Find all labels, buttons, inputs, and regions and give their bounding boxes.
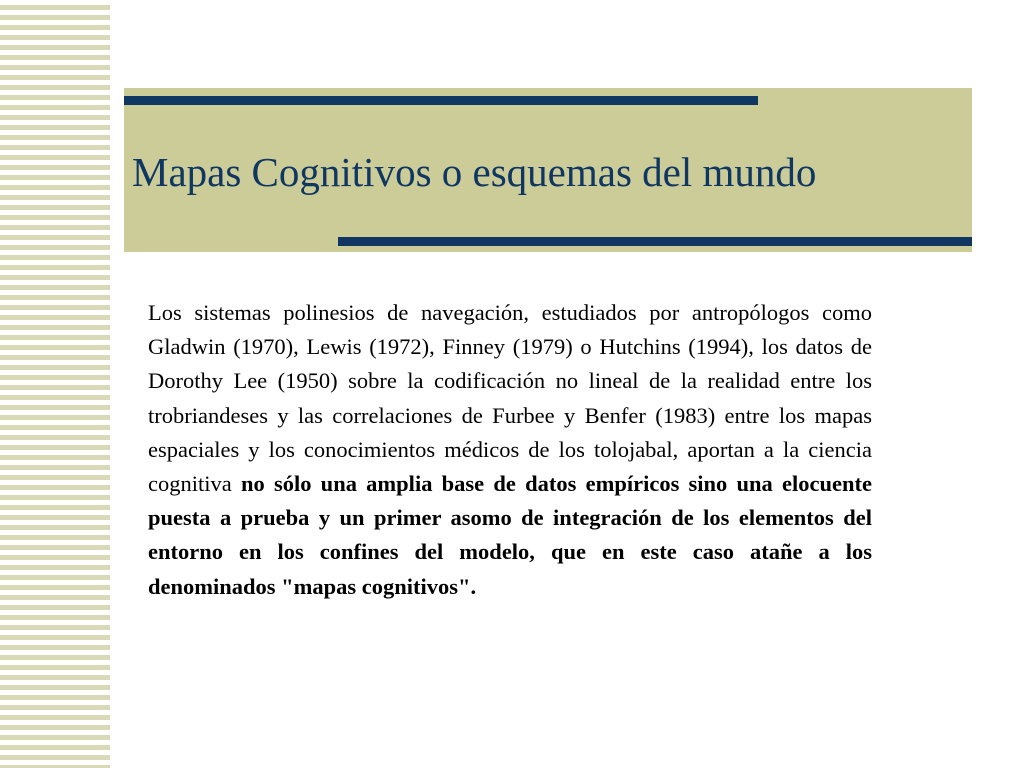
slide-title: Mapas Cognitivos o esquemas del mundo — [132, 149, 817, 195]
body-text-regular: Los sistemas polinesios de navegación, estudiados por antropólogos como Gladwin (1970), Lewis (1972), Finney (1979) o Hutchins (1994), los datos de Dorothy Lee (1950) sobre la codificación no lineal de la realidad entre los trobriandeses y las correlaciones de Furbee y Benfer (1983) entre los mapas espaciales y los conocimientos médicos de los tolojabal, aportan a la ciencia cognitiva — [148, 300, 872, 497]
title-accent-bar-top — [124, 96, 758, 105]
title-accent-bar-bottom — [338, 237, 972, 246]
body-text-bold: no sólo una amplia base de datos empíricos sino una elocuente puesta a prueba y un primer asomo de integración de los elementos del entorno en los confines del modelo, que en este caso atañe a los denominados "mapas cognitivos". — [148, 471, 872, 599]
slide-body-paragraph — [148, 296, 872, 604]
decorative-stripes — [0, 0, 110, 768]
